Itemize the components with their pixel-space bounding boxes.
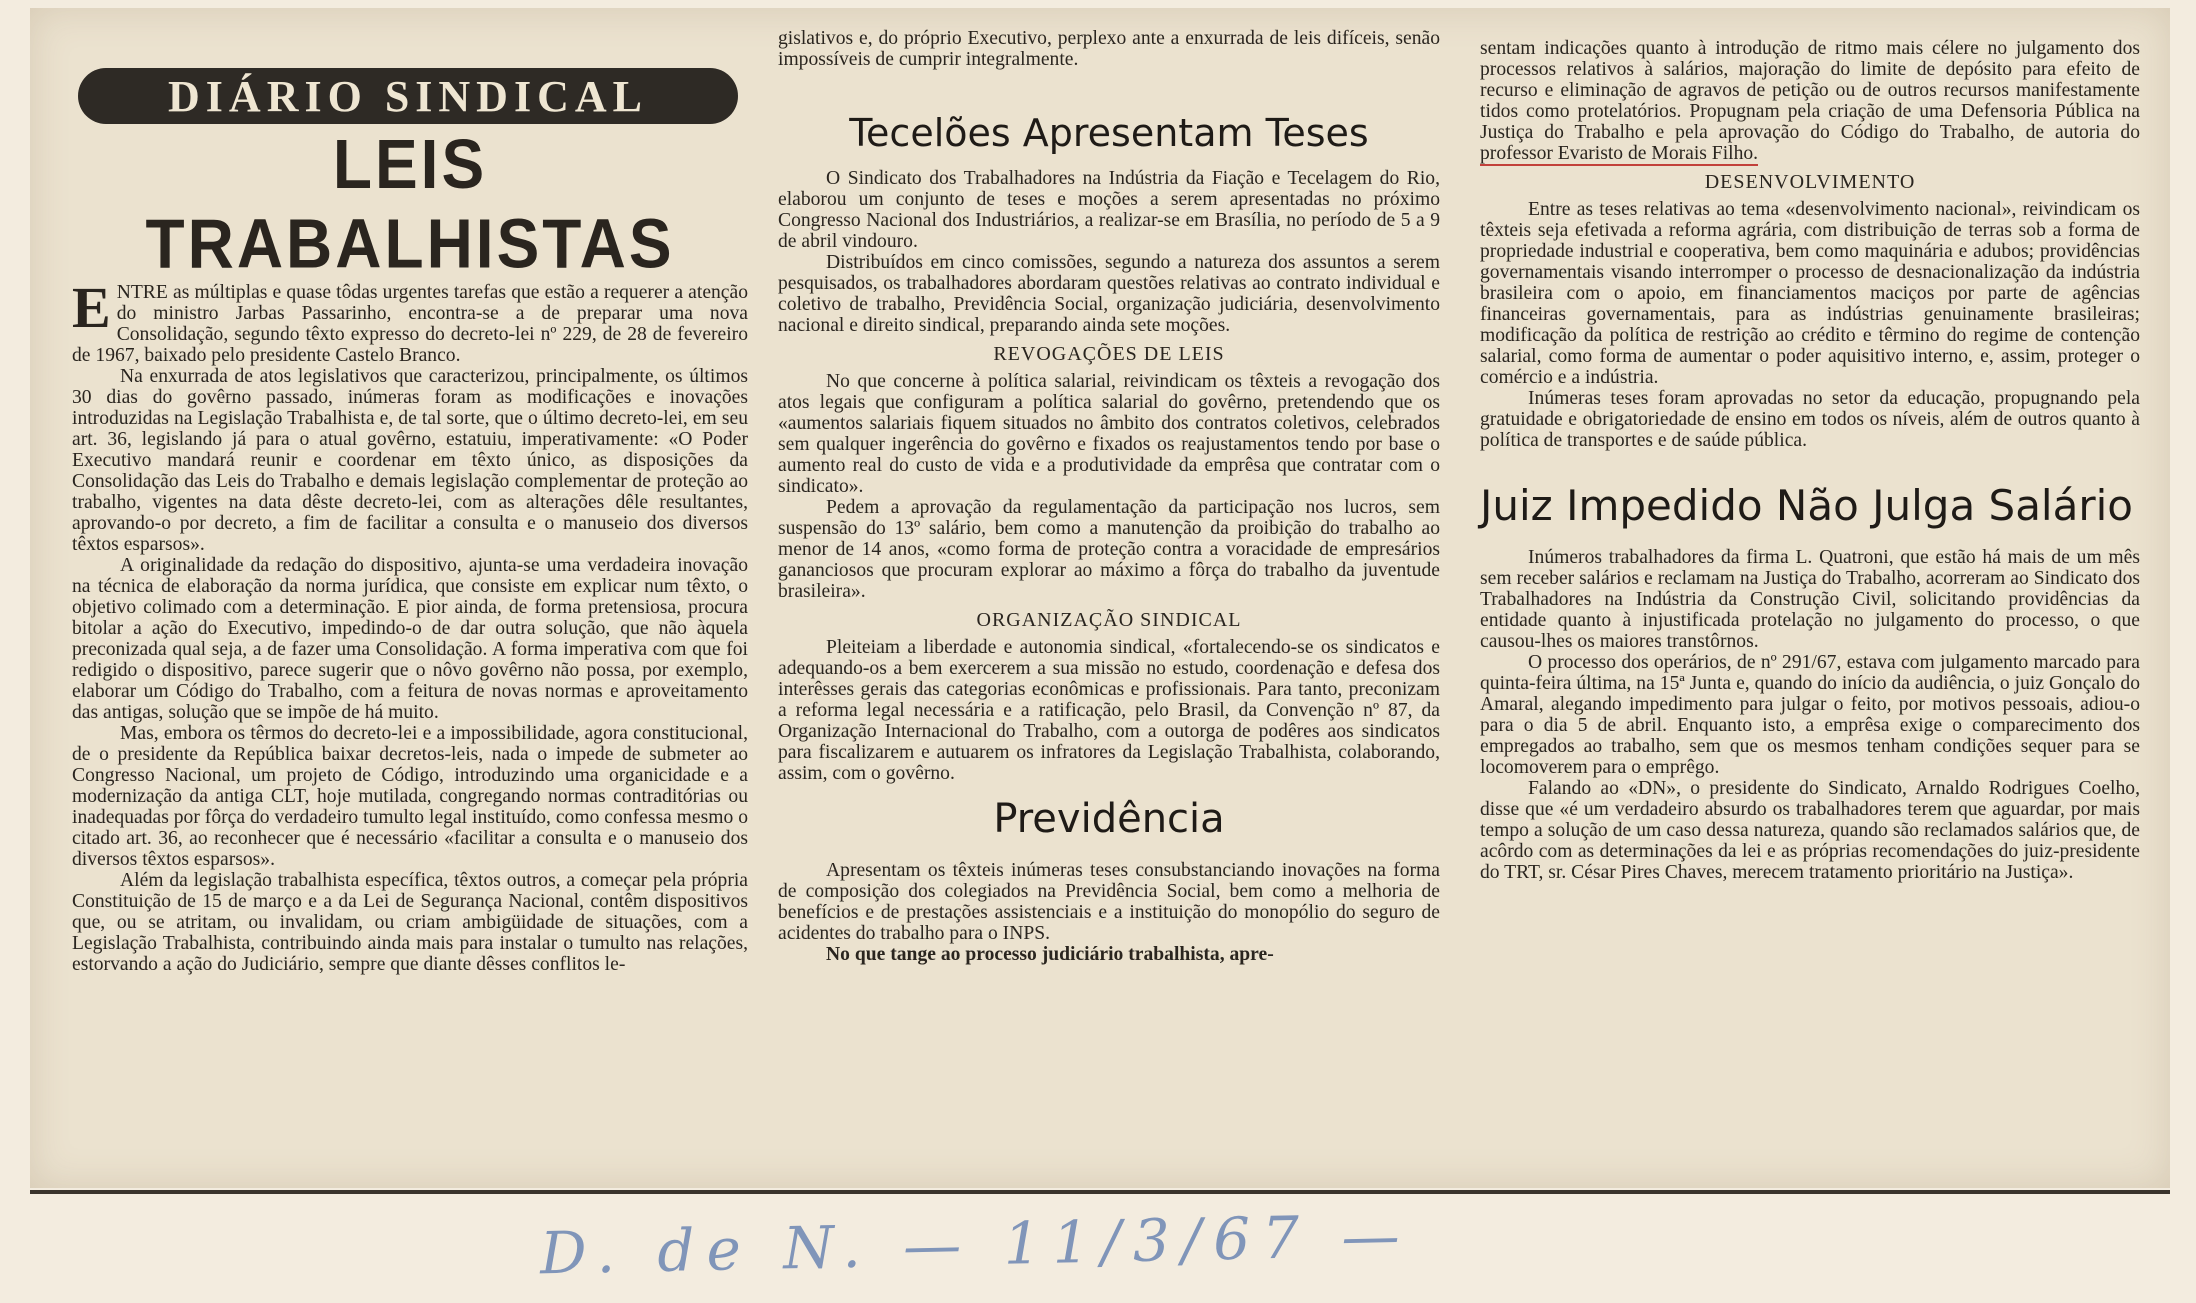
paragraph: Inúmeros trabalhadores da firma L. Quatroni, que estão há mais de um mês sem receber salários e reclamam na Justiça do Trabalho, acorreram ao Sindicato dos Trabalhadores na Indústria da Construção Civil, solicitando providências da entidade quanto à injustificada protelação no julgamento do processo, o que causou-lhes os maiores transtôrnos. [1480,547,2140,652]
paragraph: A originalidade da redação do dispositivo, ajunta-se uma verdadeira inovação na técnica de elaboração da norma jurídica, que consiste em explicar num têxto, o objetivo colimado com a determinação. E pior ainda, de forma pretensiosa, procura bitolar a ação do Executivo, impedindo-o de dar outra solução, que não àquela preconizada qual seja, a de fazer uma Consolidação. A forma imperativa com que foi redigido o dispositivo, parece sugerir que o nôvo govêrno não possa, por exemplo, elaborar um Código do Trabalho, com a feitura de novas normas e aproveitamento das antigas, solução que se impõe de há muito. [72,555,748,723]
paragraph: Apresentam os têxteis inúmeras teses consubstanciando inovações na forma de composição dos colegiados na Previdência Social, bem como a melhoria de benefícios e de prestações assistenciais e a instituição do monopólio do seguro de acidentes do trabalho para o INPS. [778,860,1440,944]
subheading-desenvolvimento: DESENVOLVIMENTO [1704,171,1916,193]
paragraph: Falando ao «DN», o presidente do Sindicato, Arnaldo Rodrigues Coelho, disse que «é um verdadeiro absurdo os trabalhadores terem que aguardar, por mais tempo a solução de um caso dessa natureza, quando são reclamados salários que, de acôrdo com as determinações da lei e as próprias recomendações do juiz-presidente do TRT, sr. César Pires Chaves, merecem tratamento prioritário na Justiça». [1480,778,2140,883]
headline-juiz: Juiz Impedido Não Julga Salário [1480,481,2133,530]
paragraph: Pleiteiam a liberdade e autonomia sindical, «fortalecendo-se os sindicatos e adequando-os a bem exercerem a sua missão no estudo, coordenação e defesa dos interêsses gerais das categorias econômicas e profissionais. Para tanto, preconizam a reforma legal necessária e a ratificação, pelo Brasil, da Convenção nº 87, da Organização Internacional do Trabalho, com a outorga de podêres aos sindicatos para fiscalizarem e autuarem os infratores da Legislação Trabalhista, colaborando, assim, com o govêrno. [778,637,1440,784]
drop-cap: E [72,275,111,340]
paragraph: Além da legislação trabalhista específica, têxtos outros, a começar pela própria Constituição de 15 de março e a da Lei de Segurança Nacional, contêm dispositivos que, ou se atritam, ou invalidam, ou criam ambigüidade de situações, com a Legislação Trabalhista, contribuindo ainda mais para instalar o tumulto nas relações, estorvando a ação do Judiciário, sempre que diante dêsses conflitos le- [72,870,748,975]
headline-teceloes: Tecelões Apresentam Teses [849,111,1369,155]
paragraph-bold: No que tange ao processo judiciário trabalhista, apre- [826,944,1274,965]
headline-previdencia: Previdência [993,796,1225,842]
lead-paragraph [72,275,748,366]
continuation-paragraph: gislativos e, do próprio Executivo, perplexo ante a enxurrada de leis difíceis, senão impossíveis de cumprir integralmente. [778,28,1440,70]
handwritten-annotation: D. de N. — 11/3/67 — [539,1201,1413,1288]
paragraph: Pedem a aprovação da regulamentação da participação nos lucros, sem suspensão do 13º salário, bem como a manutenção da proibição do trabalho ao menor de 14 anos, «como forma de proteção contra a voracidade de empresários gananciosos que procuram explorar ao máximo a fôrça do trabalho da juventude brasileira». [778,497,1440,602]
paragraph: Na enxurrada de atos legislativos que caracterizou, principalmente, os últimos 30 dias do govêrno passado, inúmeras foram as modificações e inovações introduzidas na Legislação Trabalhista e, de tal sorte, que o último decreto-lei, em seu art. 36, legislando já para o atual govêrno, estatuiu, imperativamente: «O Poder Executivo mandará reunir e coordenar em têxto único, as disposições da Consolidação das Leis do Trabalho e demais legislação complementar de proteção ao trabalho, vigentes na data dêste decreto-lei, com as alterações dêle resultantes, aprovando-o por decreto, a fim de facilitar a consulta e o manuseio dos diversos têxtos esparsos». [72,366,748,555]
continuation-text: sentam indicações quanto à introdução de ritmo mais célere no julgamento dos processos relativos à salários, majoração do limite de depósito para efeito de recurso e eliminação de agravos de petição ou de outros recursos manifestamente tidos como protelatórios. Propugnam pela criação de uma Defensoria Pública na Justiça do Trabalho e pela aprovação do Código do Trabalho, de autoria do [1480,38,2140,143]
subheading-revogacoes: REVOGAÇÕES DE LEIS [993,343,1225,365]
column-3 [1480,38,2140,883]
column-2 [778,28,1440,965]
paragraph: No que concerne à política salarial, reivindicam os têxteis a revogação dos atos legais que configuram a política salarial do govêrno, pretendendo que os «aumentos salariais fiquem situados no âmbito dos contratos coletivos, celebrados sem qualquer ingerência do govêrno e fixados os reajustamentos tendo por base o aumento real do custo de vida e a produtividade da emprêsa que contratar com o sindicato». [778,371,1440,497]
paragraph: Mas, embora os têrmos do decreto-lei e a impossibilidade, agora constitucional, de o presidente da República baixar decretos-leis, nada o impede de submeter ao Congresso Nacional, um projeto de Código, introduzindo uma organicidade e a modernização da antiga CLT, hoje mutilada, congregando normas contraditórias ou inadequadas por fôrça do verdadeiro tumulto legal instituído, como confessa mesmo o citado art. 36, ao reconhecer que é necessário «facilitar a consulta e o manuseio dos diversos têxtos esparsos». [72,723,748,870]
paragraph: Distribuídos em cinco comissões, segundo a natureza dos assuntos a serem pesquisados, os trabalhadores abordaram questões relativas ao contrato individual e coletivo de trabalho, Previdência Social, organização judiciária, desenvolvimento nacional e direito sindical, preparando ainda sete moções. [778,252,1440,336]
column-1 [72,14,748,975]
paragraph: Inúmeras teses foram aprovadas no setor da educação, propugnando pela gratuidade e obrigatoriedade de ensino em todos os níveis, além de outros quanto à política de transportes e de saúde pública. [1480,388,2140,451]
paragraph: Entre as teses relativas ao tema «desenvolvimento nacional», reivindicam os têxteis seja efetivada a reforma agrária, com distribuição de terras sob a forma de propriedade industrial e cooperativa, bem como maquinária e adubos; providências governamentais visando interromper o processo de desnacionalização da indústria brasileira com o apoio, em financiamentos maciços por parte de agências financeiras governamentais, para as indústrias genuinamente brasileiras; modificação da política de restrição ao crédito e têrmino do regime de contenção salarial, como forma de aumentar o poder aquisitivo interno, e, assim, proteger o comércio e a indústria. [1480,199,2140,388]
lead-text: NTRE as múltiplas e quase tôdas urgentes tarefas que estão a requerer a atenção do ministro Jarbas Passarinho, encontra-se a de preparar uma nova Consolidação, segundo têxto expresso do decreto-lei nº 229, de 28 de fevereiro de 1967, baixado pelo presidente Castelo Branco. [72,282,748,366]
section-banner: DIÁRIO SINDICAL [78,68,738,124]
bottom-rule [30,1190,2170,1194]
paragraph: O Sindicato dos Trabalhadores na Indústria da Fiação e Tecelagem do Rio, elaborou um conjunto de teses e moções a serem apresentadas no próximo Congresso Nacional dos Industriários, a realizar-se em Brasília, no período de 5 a 9 de abril vindouro. [778,168,1440,252]
continuation-paragraph [1480,38,2140,164]
subheading-organizacao: ORGANIZAÇÃO SINDICAL [976,609,1242,631]
paragraph: O processo dos operários, de nº 291/67, estava com julgamento marcado para quinta-feira última, na 15ª Junta e, quando do início da audiência, o juiz Gonçalo do Amaral, alegando impedimento para julgar o feito, por motivos pessoais, adiou-o para o dia 5 de abril. Enquanto isto, a emprêsa exige o comparecimento dos empregados ao trabalho, sem que os mesmos tenham condições sequer para se locomoverem para o emprêgo. [1480,652,2140,778]
page-title: LEIS TRABALHISTAS [145,125,675,283]
underlined-name: professor Evaristo de Morais Filho. [1480,143,1759,164]
